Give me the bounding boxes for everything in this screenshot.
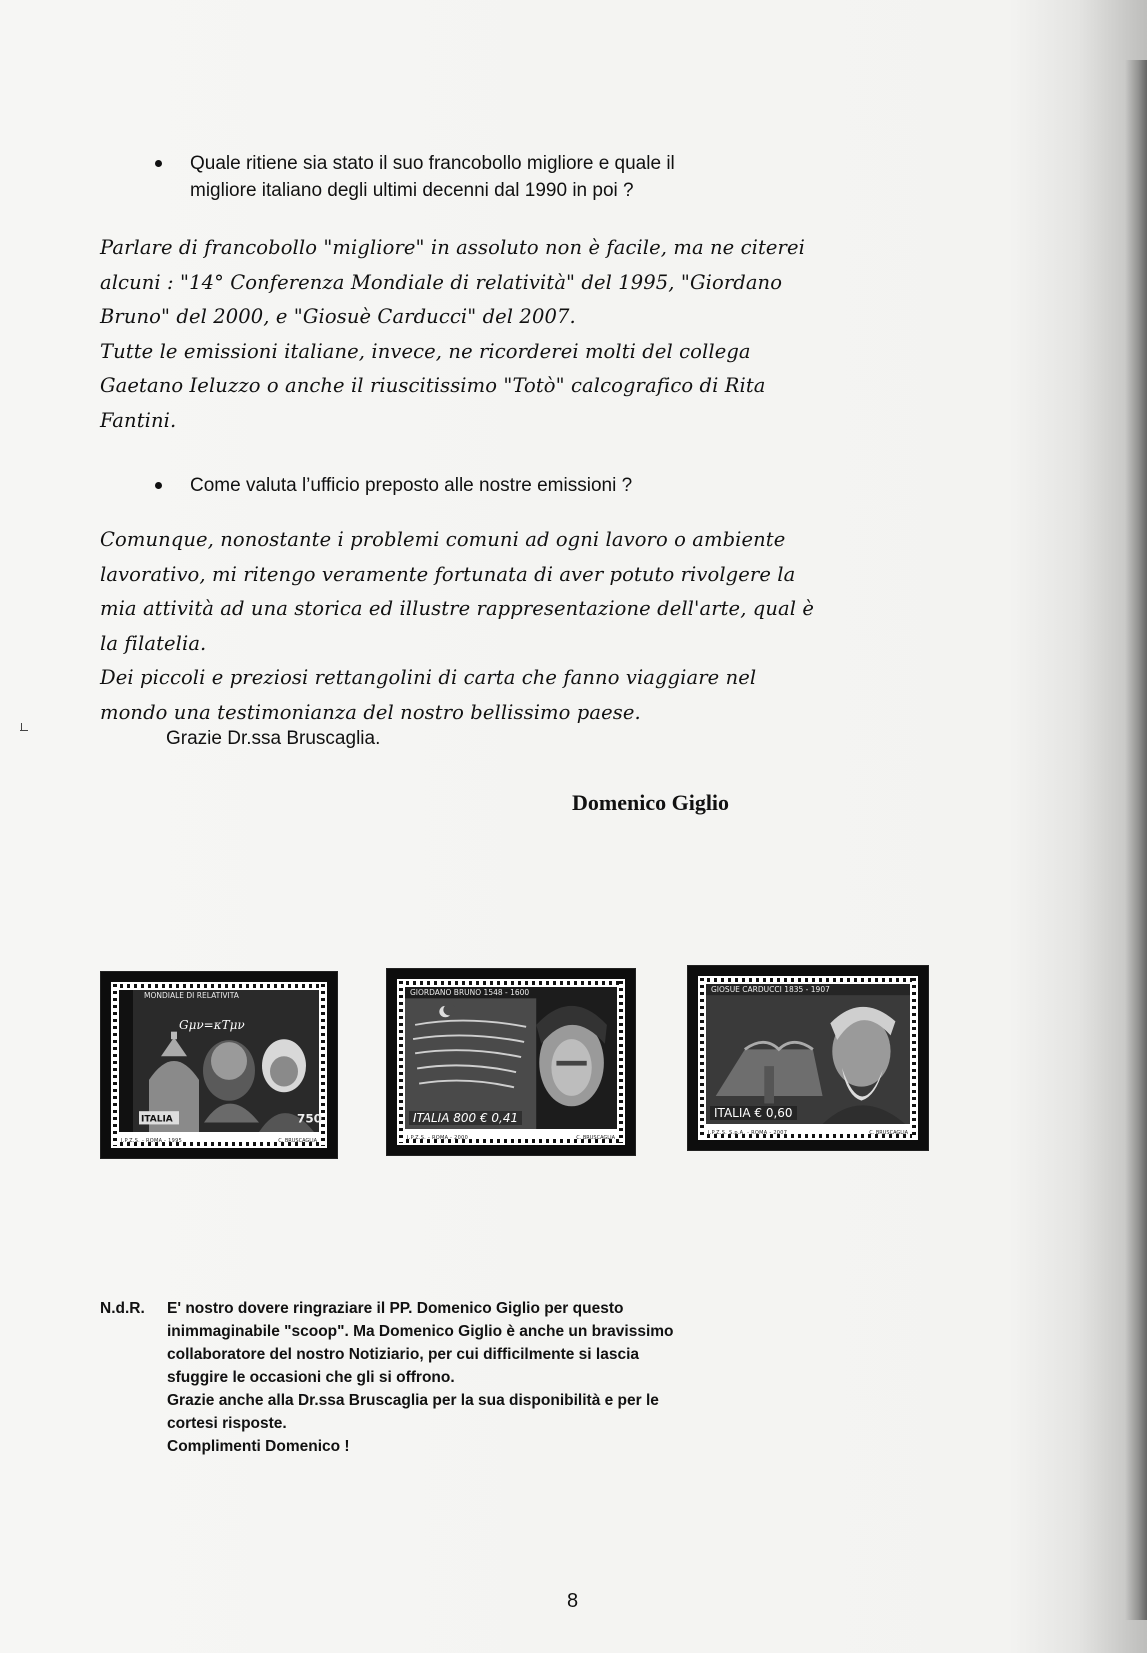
editor-note-line: E' nostro dovere ringraziare il PP. Domenico Giglio per questo: [167, 1300, 624, 1317]
perforation: [399, 981, 623, 985]
page-number: 8: [567, 1590, 579, 1612]
answer-1: [100, 231, 825, 438]
perforation: [619, 981, 623, 1143]
editor-note-line: sfuggire le occasioni che gli si offrono.: [167, 1369, 455, 1386]
closing-text: Grazie Dr.ssa Bruscaglia.: [166, 728, 381, 749]
stamp-carducci-image: [706, 984, 910, 1124]
editor-note-label: N.d.R.: [100, 1300, 145, 1317]
stamp-header: MONDIALE DI RELATIVITA: [144, 991, 239, 1000]
stamp-giordano-bruno: [387, 969, 635, 1155]
stamp-designer: C. BRUSCAGLIA: [278, 1138, 317, 1144]
question-1-line-1: Quale ritiene sia stato il suo francobollo migliore e quale il: [190, 153, 675, 174]
stamp-imprint: I.P.Z.S. - ROMA - 1995: [121, 1138, 183, 1144]
answer-2-line: lavorativo, mi ritengo veramente fortunata di aver potuto rivolgere la: [100, 562, 796, 586]
perforation: [113, 984, 117, 1146]
stamp-designer: C. BRUSCAGLIA: [576, 1135, 615, 1141]
editor-note-line: inimmaginabile "scoop". Ma Domenico Giglio è anche un bravissimo: [167, 1323, 674, 1340]
answer-1-line: Gaetano Ieluzzo o anche il riuscitissimo "Totò" calcografico di Rita: [100, 374, 766, 397]
svg-text:750: 750: [297, 1111, 323, 1126]
answer-2-line: Comunque, nonostante i problemi comuni ad ogni lavoro o ambiente: [100, 528, 786, 551]
answer-2-line: Dei piccoli e preziosi rettangolini di carta che fanno viaggiare nel: [100, 666, 757, 689]
stamp-value: ITALIA 800 € 0,41: [409, 1111, 522, 1125]
stamp-header: GIORDANO BRUNO 1548 - 1600: [410, 988, 530, 997]
stamp-relativity-image: [119, 990, 323, 1132]
stamp-frame: [111, 982, 327, 1148]
answer-2-line: mondo una testimonianza del nostro bellissimo paese.: [100, 700, 641, 724]
perforation: [700, 978, 916, 982]
scan-edge-shadow: [1125, 60, 1147, 1620]
answer-1-line: Tutte le emissioni italiane, invece, ne ricorderei molti del collega: [100, 339, 751, 363]
answer-2-line: mia attività ad una storica ed illustre rappresentazione dell'arte, qual è: [100, 597, 815, 620]
stamp-formula: Gμν=κTμν: [179, 1018, 245, 1032]
editor-note-line: cortesi risposte.: [167, 1415, 287, 1432]
editor-note-line: collaboratore del nostro Notiziario, per cui difficilmente si lascia: [167, 1346, 640, 1363]
question-2-text: Come valuta l’ufficio preposto alle nostre emissioni ?: [190, 475, 633, 496]
stamp-header: GIOSUE CARDUCCI 1835 - 1907: [711, 985, 830, 994]
stamp-designer: C. BRUSCAGLIA: [869, 1130, 908, 1136]
stamp-frame: [397, 979, 625, 1145]
stamp-artwork: [706, 984, 910, 1124]
svg-text:ITALIA: ITALIA: [141, 1114, 173, 1125]
answer-1-line: Bruno" del 2000, e "Giosuè Carducci" del 2007.: [100, 305, 576, 328]
stamp-imprint: I.P.Z.S. - ROMA - 2000: [407, 1135, 469, 1141]
perforation: [399, 981, 403, 1143]
answer-2: [100, 523, 825, 730]
stamp-frame: [698, 976, 918, 1140]
bullet-icon: [155, 160, 162, 167]
answer-1-line: alcuni : "14° Conferenza Mondiale di relatività" del 1995, "Giordano: [100, 270, 783, 294]
perforation: [912, 978, 916, 1138]
margin-mark: [21, 723, 22, 731]
stamp-value: ITALIA € 0,60: [710, 1106, 797, 1120]
answer-1-line: Parlare di francobollo "migliore" in assoluto non è facile, ma ne citerei: [100, 236, 805, 259]
editor-note-line: Grazie anche alla Dr.ssa Bruscaglia per la sua disponibilità e per le: [167, 1392, 659, 1409]
stamp-giosue-carducci: [688, 966, 928, 1150]
stamp-relativity: [101, 972, 337, 1158]
stamp-bruno-image: [405, 987, 617, 1129]
editor-note-body: [167, 1297, 807, 1458]
signature: Domenico Giglio: [572, 790, 730, 815]
answer-2-line: la filatelia.: [100, 631, 207, 655]
stamp-imprint: I.P.Z.S. S.p.A. - ROMA - 2007: [708, 1130, 788, 1136]
stamp-artwork: [119, 990, 323, 1132]
stamp-artwork: [405, 987, 617, 1129]
bullet-icon: [155, 482, 162, 489]
editor-note-line: Complimenti Domenico !: [167, 1438, 350, 1455]
question-1-line-2: migliore italiano degli ultimi decenni dal 1990 in poi ?: [190, 180, 634, 201]
perforation: [113, 984, 325, 988]
perforation: [700, 978, 704, 1138]
answer-1-line: Fantini.: [100, 408, 177, 432]
